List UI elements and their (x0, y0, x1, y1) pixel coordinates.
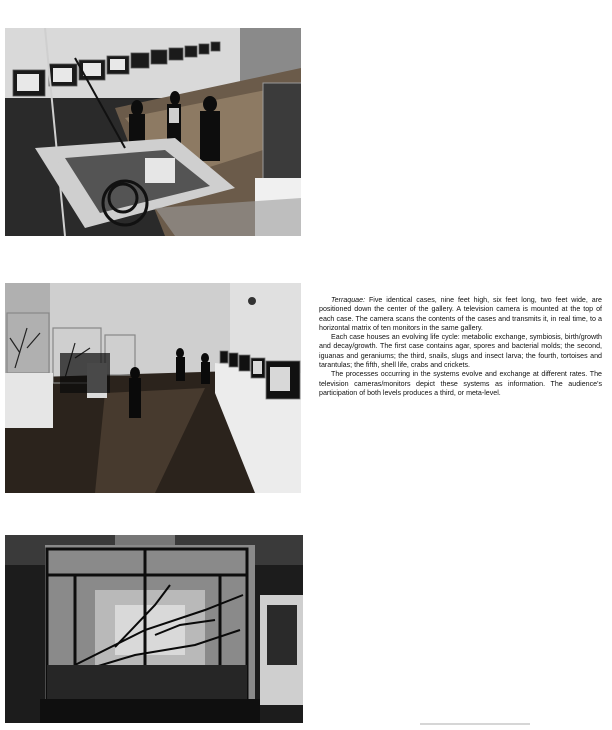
caption-paragraph-1 (319, 296, 602, 333)
gallery-photo-monitors (5, 28, 301, 236)
footer-smudge (420, 722, 530, 726)
caption-paragraph-2: Each case houses an evolving life cycle: metabolic exchange, symbiosis, birth/growth and decay/growth. The first case contains agar, spores and bacterial molds; the second, iguanas and geraniums; the third, snails, slugs and insect larva; the fourth, tortoises and tarantulas; the fifth, shell life, crabs and crickets. (319, 333, 602, 370)
exhibition-caption (319, 296, 602, 398)
caption-paragraph-1-text: Five identical cases, nine feet high, six feet long, two feet wide, are positioned down the center of the gallery. A television camera is mounted at the top of each case. The camera scans the contents of the cases and transmits it, in real time, to a horizontal matrix of ten monitors in the same gallery. (319, 296, 602, 332)
caption-paragraph-3: The processes occurring in the systems evolve and exchange at different rates. The television cameras/monitors depict these systems as information. The audience's participation of both levels produces a third, or meta-level. (319, 370, 602, 397)
caption-title: Terraquae: (331, 296, 366, 304)
gallery-photo-case (5, 535, 303, 723)
gallery-photo-overview (5, 283, 301, 493)
